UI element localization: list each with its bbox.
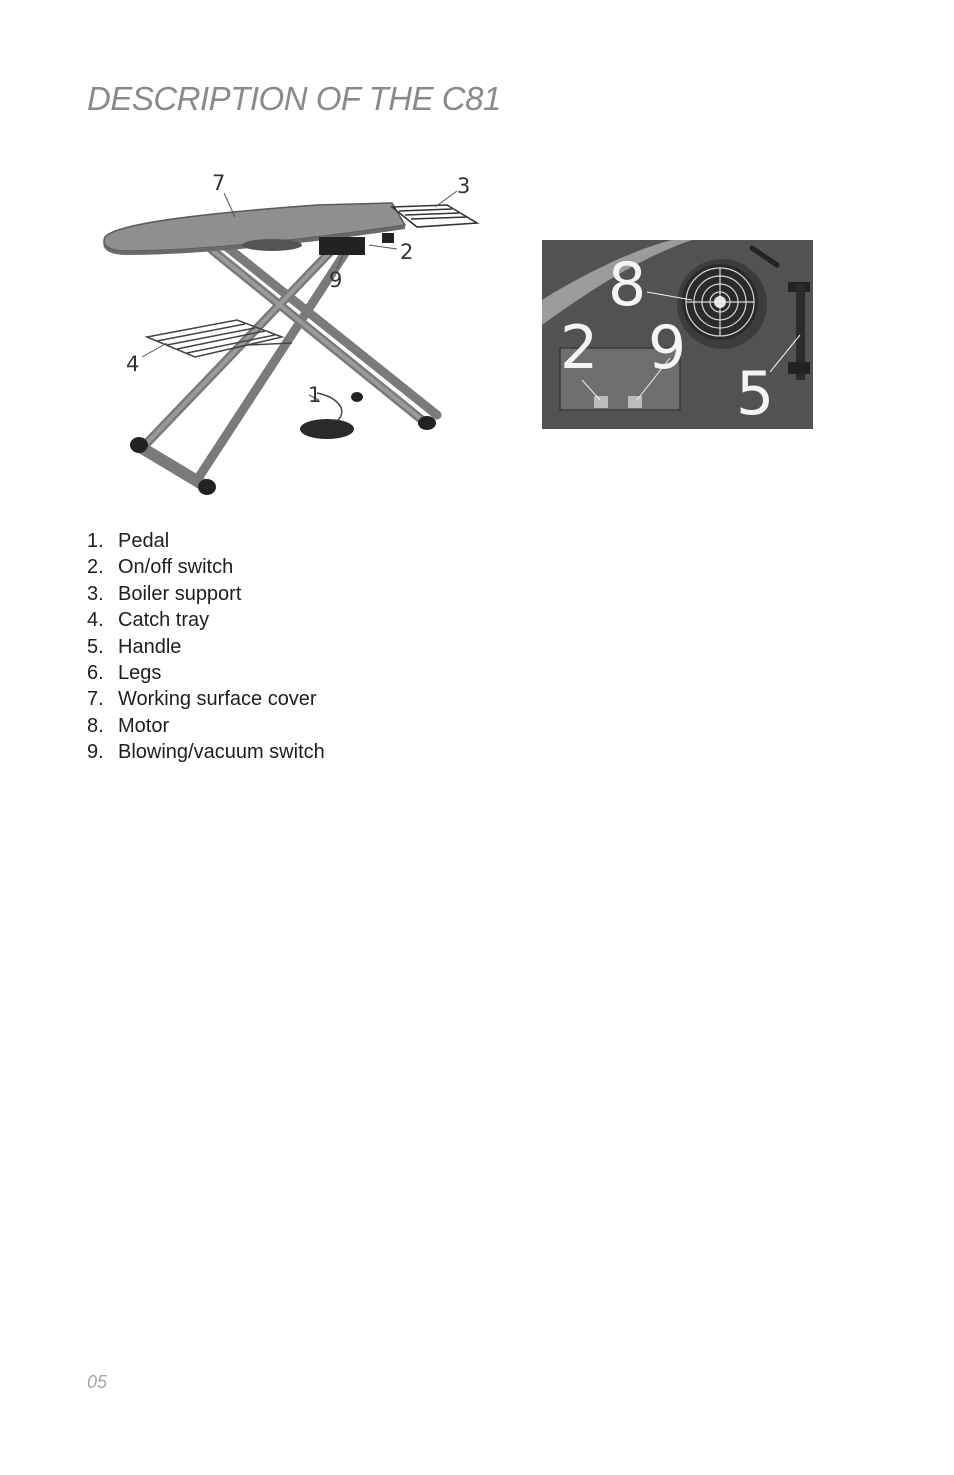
list-item-number: 3. xyxy=(87,582,104,605)
callout-9: 9 xyxy=(329,268,343,292)
list-item xyxy=(87,660,325,686)
callout-1: 1 xyxy=(308,383,322,407)
list-item-number: 1. xyxy=(87,530,104,552)
list-item xyxy=(87,634,325,660)
parts-list xyxy=(87,528,325,766)
list-item-label: Working surface cover xyxy=(118,688,317,711)
page-title: DESCRIPTION OF THE C81 xyxy=(87,80,501,117)
list-item-number: 2. xyxy=(87,556,104,579)
list-item-label: Boiler support xyxy=(118,582,242,605)
list-item-label: On/off switch xyxy=(118,556,234,579)
list-item-label: Pedal xyxy=(118,530,170,552)
list-item xyxy=(87,528,325,554)
photo-callout-8: 8 xyxy=(608,250,647,320)
ironing-board-illustration xyxy=(87,165,497,505)
callout-7: 7 xyxy=(212,171,226,195)
list-item-number: 6. xyxy=(87,661,104,684)
list-item xyxy=(87,739,325,765)
callout-4: 4 xyxy=(126,352,140,376)
photo-callout-9: 9 xyxy=(648,313,687,383)
list-item xyxy=(87,686,325,712)
page-number: 05 xyxy=(87,1372,108,1392)
list-item xyxy=(87,554,325,580)
list-item-label: Legs xyxy=(118,661,162,684)
list-item xyxy=(87,581,325,607)
photo-callout-5: 5 xyxy=(736,359,775,429)
list-item-number: 5. xyxy=(87,635,104,658)
list-item xyxy=(87,713,325,739)
list-item-number: 7. xyxy=(87,688,104,711)
list-item-number: 9. xyxy=(87,741,104,764)
list-item xyxy=(87,607,325,633)
photo-callout-2: 2 xyxy=(560,313,599,383)
callout-3: 3 xyxy=(457,174,471,198)
list-item-number: 4. xyxy=(87,609,104,632)
list-item-label: Catch tray xyxy=(118,609,210,632)
callout-2: 2 xyxy=(400,240,414,264)
underside-photo xyxy=(542,240,813,429)
list-item-label: Motor xyxy=(118,714,170,737)
list-item-number: 8. xyxy=(87,714,104,737)
list-item-label: Handle xyxy=(118,635,182,658)
list-item-label: Blowing/vacuum switch xyxy=(118,741,325,764)
